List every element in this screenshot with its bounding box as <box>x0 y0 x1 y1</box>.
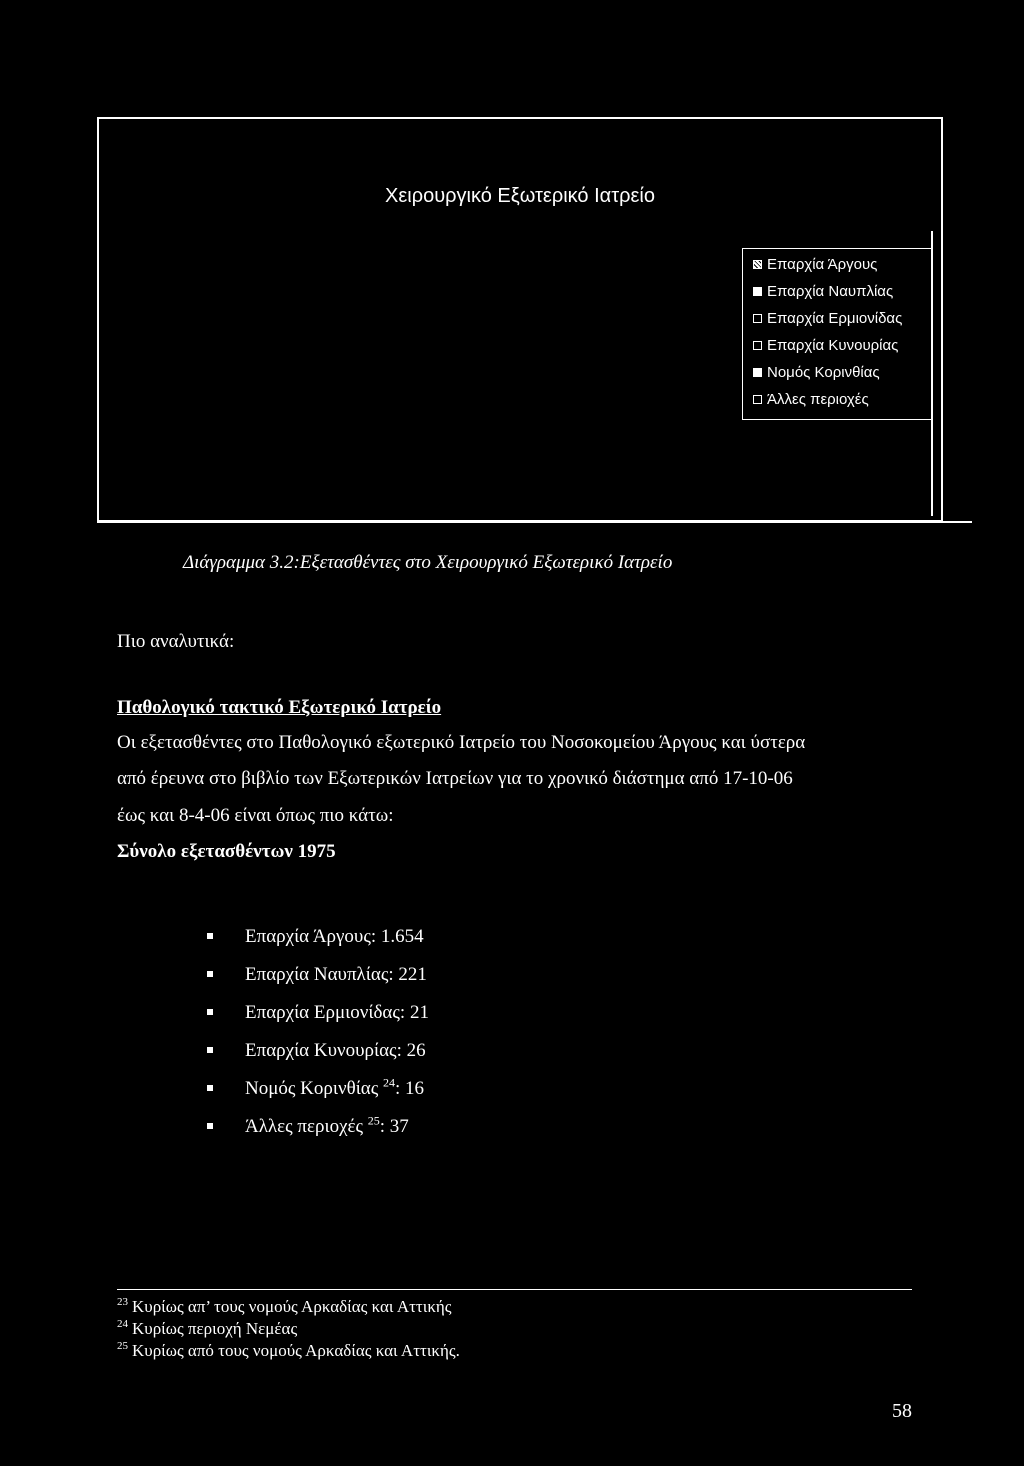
intro-text: Πιο αναλυτικά: <box>117 631 235 652</box>
footnote-ref: 24 <box>383 1075 396 1090</box>
legend-item <box>753 307 902 331</box>
footnote-number: 25 <box>117 1340 128 1353</box>
legend-swatch <box>753 287 762 296</box>
section-heading: Παθολογικό τακτικό Εξωτερικό Ιατρείο <box>117 697 442 718</box>
bullet-icon <box>207 1009 213 1015</box>
legend-item <box>753 388 869 412</box>
legend-label: Επαρχία Άργους <box>767 256 878 273</box>
footnote-ref: 25 <box>367 1113 380 1128</box>
region-value: 1.654 <box>380 926 424 947</box>
legend-item <box>753 361 880 385</box>
footnote-text: Κυρίως απ’ τους νομούς Αρκαδίας και Αττικής <box>132 1297 452 1316</box>
footnote <box>117 1341 460 1361</box>
chart-frame <box>97 117 943 522</box>
legend-label: Επαρχία Ερμιονίδας <box>767 310 903 327</box>
page-number: 58 <box>892 1400 912 1422</box>
list-item <box>207 1032 429 1070</box>
footnote-number: 23 <box>117 1296 128 1309</box>
chart-legend <box>742 248 932 420</box>
list-item <box>207 918 429 956</box>
region-value: 221 <box>398 964 427 985</box>
bullet-icon <box>207 1085 213 1091</box>
footnote <box>117 1319 297 1339</box>
legend-label: Άλλες περιοχές <box>767 391 869 408</box>
paragraph-line: έως και 8-4-06 είναι όπως πιο κάτω: <box>117 805 394 826</box>
legend-swatch <box>753 395 762 404</box>
paragraph-line: Οι εξετασθέντες στο Παθολογικό εξωτερικό Ιατρείο του Νοσοκομείου Άργους και ύστερα <box>117 732 806 753</box>
figure-caption: Διάγραμμα 3.2:Εξετασθέντες στο Χειρουργικό Εξωτερικό Ιατρείο <box>183 552 673 573</box>
region-label: Επαρχία Κυνουρίας: <box>245 1040 402 1061</box>
region-label: Νομός Κορινθίας <box>245 1078 379 1099</box>
legend-label: Επαρχία Κυνουρίας <box>767 337 899 354</box>
legend-label: Επαρχία Ναυπλίας <box>767 283 894 300</box>
list-item <box>207 1108 429 1146</box>
list-item <box>207 994 429 1032</box>
region-value: : 16 <box>395 1078 425 1099</box>
chart-title: Χειρουργικό Εξωτερικό Ιατρείο <box>385 185 655 207</box>
footnote-number: 24 <box>117 1318 128 1331</box>
legend-swatch <box>753 260 762 269</box>
legend-swatch <box>753 368 762 377</box>
footnote-text: Κυρίως από τους νομούς Αρκαδίας και Αττικής. <box>132 1341 460 1360</box>
legend-label: Νομός Κορινθίας <box>767 364 880 381</box>
region-value: 26 <box>406 1040 426 1061</box>
bullet-icon <box>207 971 213 977</box>
total-line: Σύνολο εξετασθέντων 1975 <box>117 841 336 862</box>
bullet-icon <box>207 1047 213 1053</box>
legend-swatch <box>753 341 762 350</box>
list-item <box>207 1070 429 1108</box>
region-label: Άλλες περιοχές <box>245 1116 363 1137</box>
footnote-rule <box>117 1289 912 1290</box>
region-list <box>207 918 429 1146</box>
region-value: 21 <box>409 1002 429 1023</box>
bullet-icon <box>207 933 213 939</box>
paragraph-line: από έρευνα στο βιβλίο των Εξωτερικών Ιατρείων για το χρονικό διάστημα από 17-10-06 <box>117 768 793 789</box>
footnote <box>117 1297 452 1317</box>
chart-bottom-rule <box>97 521 972 523</box>
legend-item <box>753 253 877 277</box>
legend-item <box>753 280 893 304</box>
footnote-text: Κυρίως περιοχή Νεμέας <box>132 1319 298 1338</box>
region-label: Επαρχία Ναυπλίας: <box>245 964 394 985</box>
bullet-icon <box>207 1123 213 1129</box>
legend-swatch <box>753 314 762 323</box>
region-label: Επαρχία Ερμιονίδας: <box>245 1002 406 1023</box>
list-item <box>207 956 429 994</box>
region-label: Επαρχία Άργους: <box>245 926 377 947</box>
region-value: : 37 <box>379 1116 409 1137</box>
legend-item <box>753 334 898 358</box>
